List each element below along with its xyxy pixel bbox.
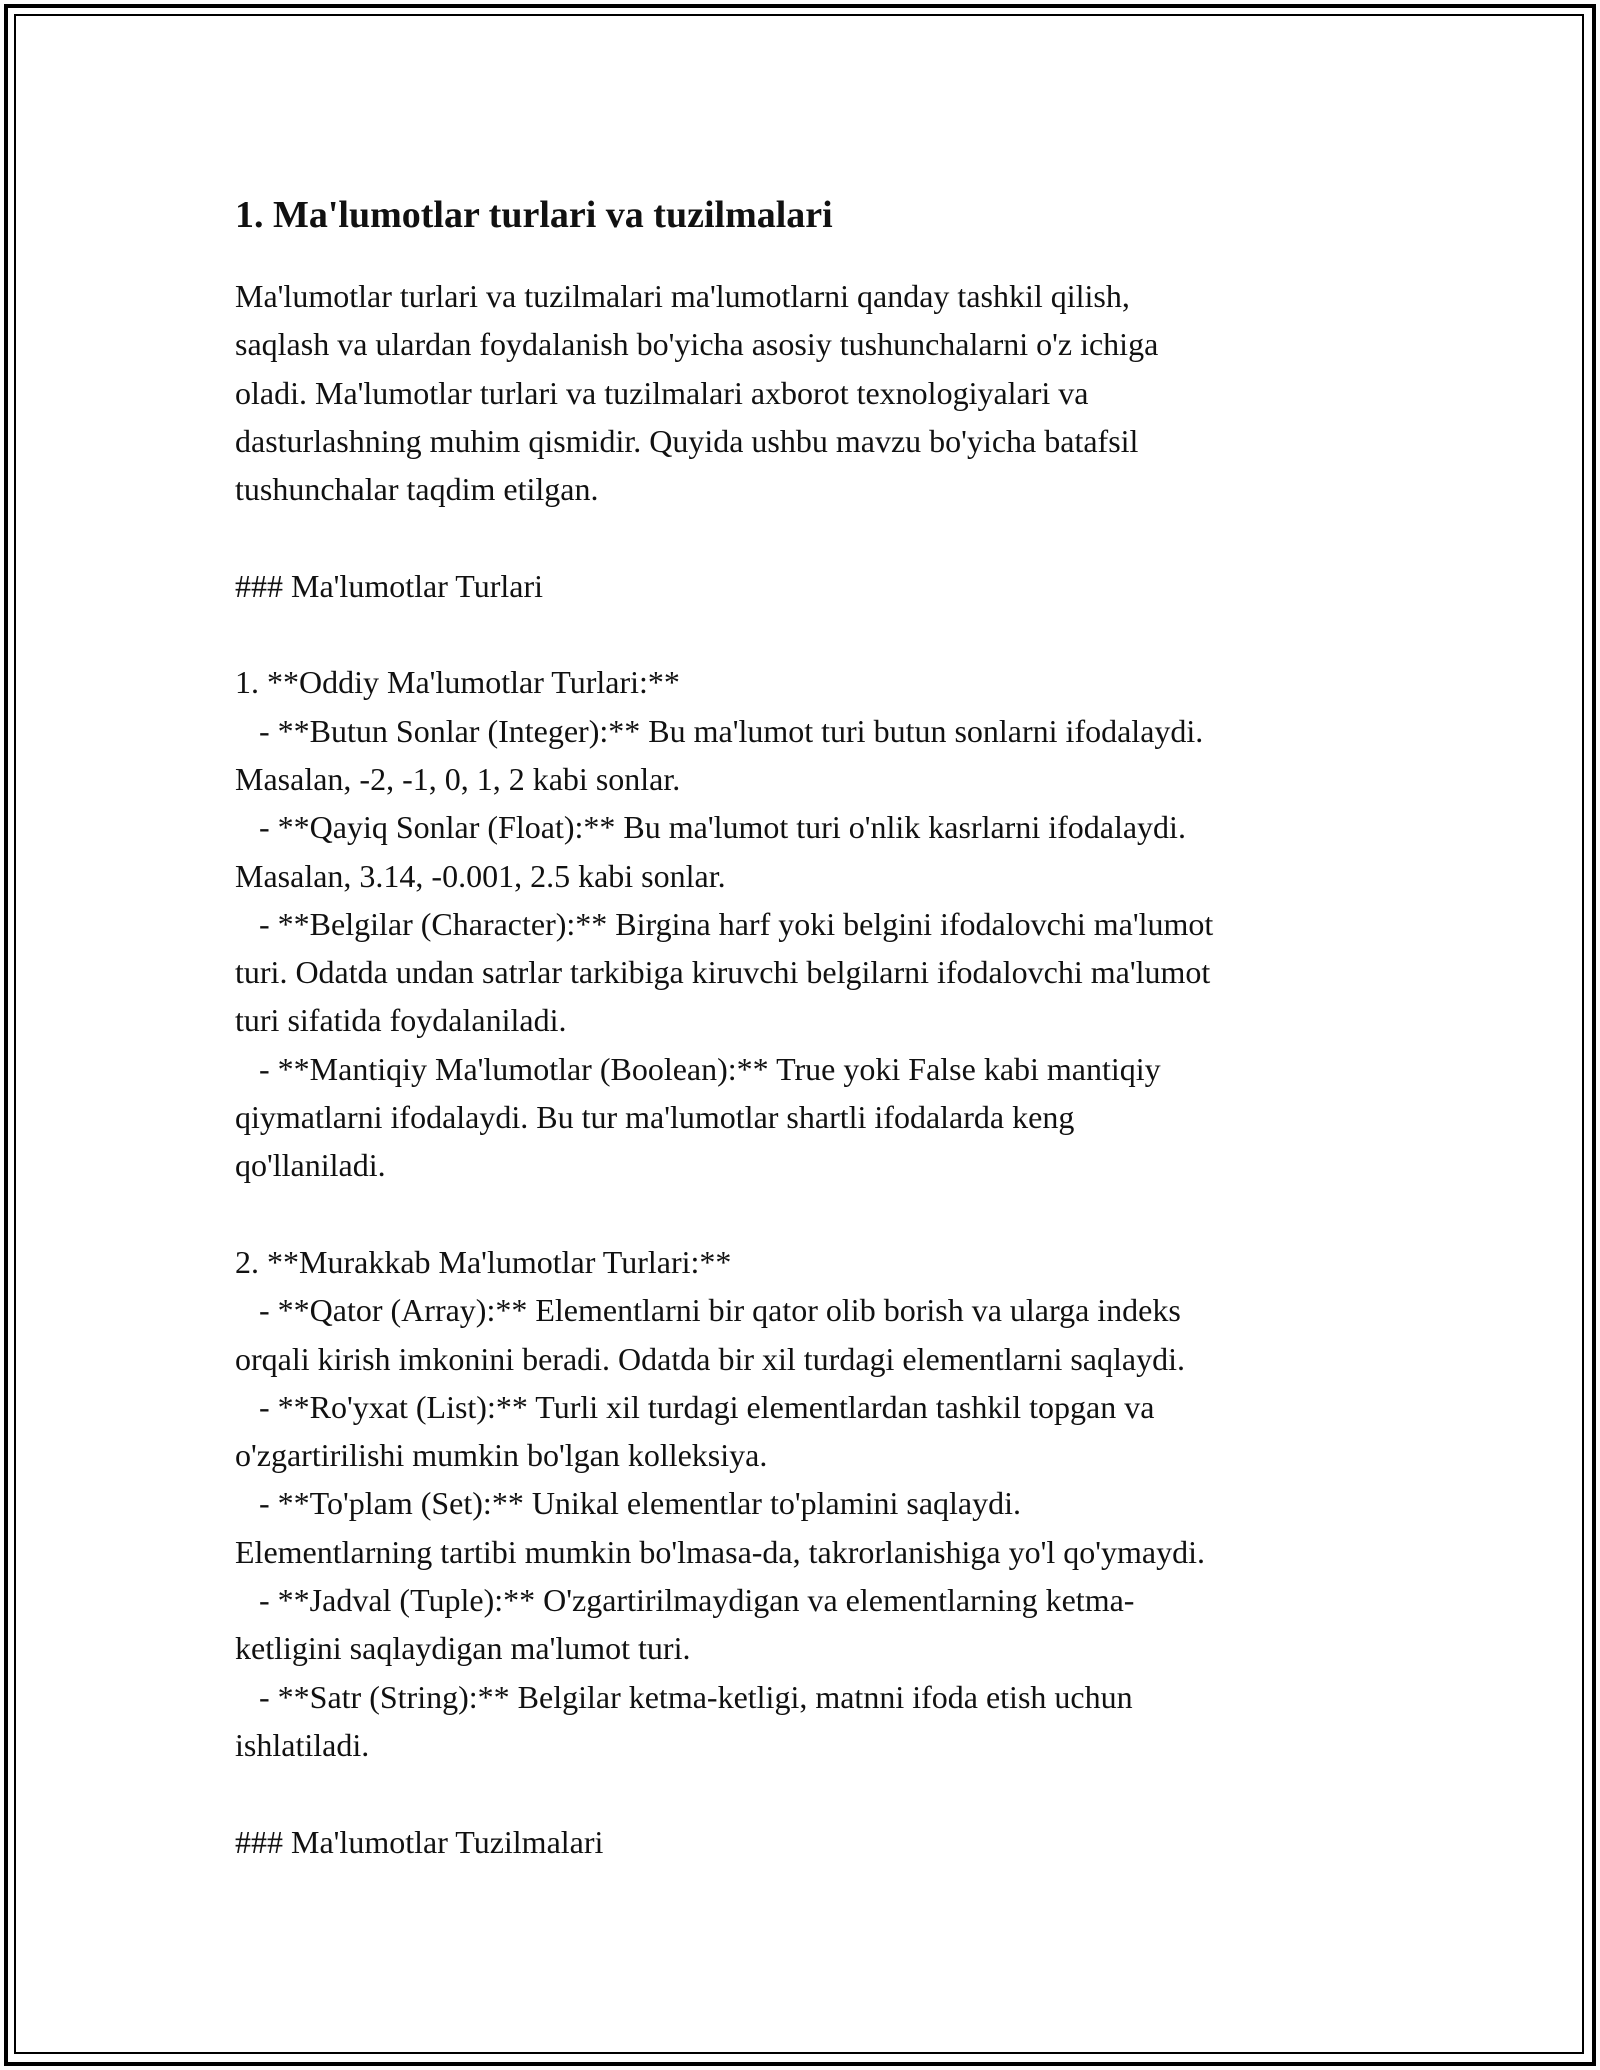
text-line: Elementlarning tartibi mumkin bo'lmasa-da, takrorlanishiga yo'l qo'ymaydi. bbox=[235, 1533, 1205, 1570]
text-line: turi sifatida foydalaniladi. bbox=[235, 1002, 567, 1039]
text-line: ### Ma'lumotlar Turlari bbox=[235, 567, 543, 604]
blank-line bbox=[235, 1190, 1405, 1238]
text-line: 2. **Murakkab Ma'lumotlar Turlari:** bbox=[235, 1243, 732, 1280]
text-line: - **Satr (String):** Belgilar ketma-ketligi, matnni ifoda etish uchun bbox=[235, 1678, 1133, 1715]
text-line: qiymatlarni ifodalaydi. Bu tur ma'lumotlar shartli ifodalarda keng bbox=[235, 1099, 1075, 1136]
text-line: - **Ro'yxat (List):** Turli xil turdagi elementlardan tashkil topgan va bbox=[235, 1388, 1155, 1425]
text-line: turi. Odatda undan satrlar tarkibiga kiruvchi belgilarni ifodalovchi ma'lumot bbox=[235, 954, 1211, 991]
blank-line bbox=[235, 610, 1405, 658]
document-body bbox=[235, 272, 1405, 1866]
text-line: - **Mantiqiy Ma'lumotlar (Boolean):** True yoki False kabi mantiqiy bbox=[235, 1050, 1161, 1087]
text-line: Masalan, 3.14, -0.001, 2.5 kabi sonlar. bbox=[235, 857, 726, 894]
text-line: - **To'plam (Set):** Unikal elementlar to'plamini saqlaydi. bbox=[235, 1485, 1021, 1522]
text-line: dasturlashning muhim qismidir. Quyida ushbu mavzu bo'yicha batafsil bbox=[235, 422, 1139, 459]
text-line: 1. **Oddiy Ma'lumotlar Turlari:** bbox=[235, 664, 680, 701]
blank-line bbox=[235, 1769, 1405, 1817]
text-line: - **Qator (Array):** Elementlarni bir qator olib borish va ularga indeks bbox=[235, 1292, 1181, 1329]
text-line: qo'llaniladi. bbox=[235, 1147, 386, 1184]
text-line: orqali kirish imkonini beradi. Odatda bir xil turdagi elementlarni saqlaydi. bbox=[235, 1340, 1185, 1377]
text-line: Masalan, -2, -1, 0, 1, 2 kabi sonlar. bbox=[235, 760, 681, 797]
text-line: tushunchalar taqdim etilgan. bbox=[235, 471, 599, 508]
title-spacer bbox=[235, 250, 1405, 272]
text-line: Ma'lumotlar turlari va tuzilmalari ma'lumotlarni qanday tashkil qilish, bbox=[235, 278, 1130, 314]
text-line: ketligini saqlaydigan ma'lumot turi. bbox=[235, 1630, 691, 1667]
text-line: o'zgartirilishi mumkin bo'lgan kolleksiya. bbox=[235, 1437, 768, 1474]
text-line: saqlash va ulardan foydalanish bo'yicha asosiy tushunchalarni o'z ichiga bbox=[235, 326, 1159, 363]
text-line: - **Butun Sonlar (Integer):** Bu ma'lumot turi butun sonlarni ifodalaydi. bbox=[235, 712, 1204, 749]
document-page bbox=[235, 180, 1405, 1866]
document-title: 1. Ma'lumotlar turlari va tuzilmalari bbox=[235, 194, 833, 236]
text-line: ishlatiladi. bbox=[235, 1726, 370, 1763]
text-line: - **Qayiq Sonlar (Float):** Bu ma'lumot turi o'nlik kasrlarni ifodalaydi. bbox=[235, 809, 1186, 846]
text-line: oladi. Ma'lumotlar turlari va tuzilmalari axborot texnologiyalari va bbox=[235, 374, 1089, 411]
text-line: - **Belgilar (Character):** Birgina harf yoki belgini ifodalovchi ma'lumot bbox=[235, 905, 1214, 942]
blank-line bbox=[235, 513, 1405, 561]
text-line: - **Jadval (Tuple):** O'zgartirilmaydigan va elementlarning ketma- bbox=[235, 1582, 1135, 1619]
text-line: ### Ma'lumotlar Tuzilmalari bbox=[235, 1823, 604, 1860]
